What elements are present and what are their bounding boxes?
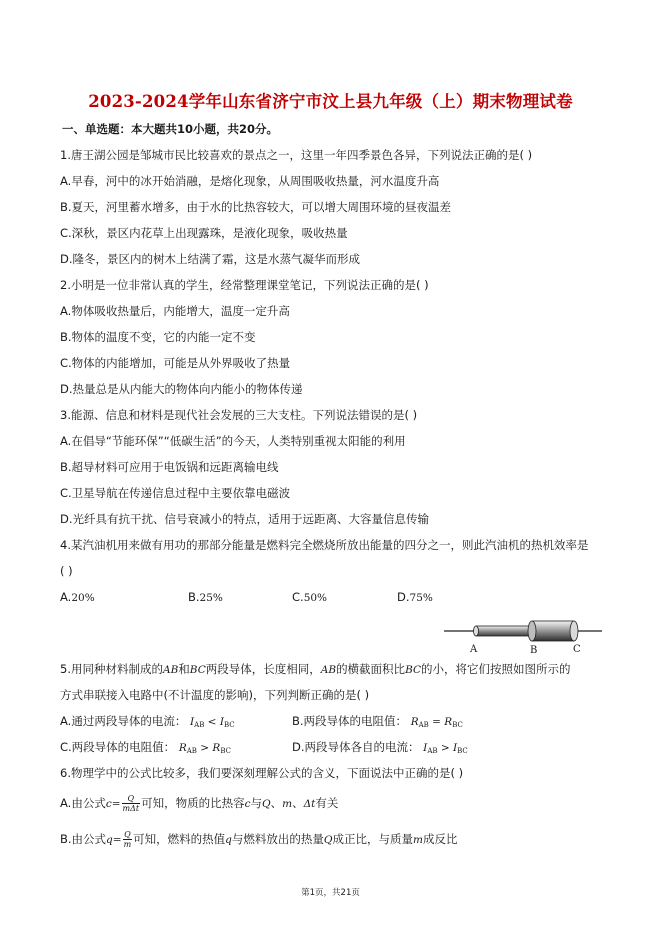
q6-a-c: c bbox=[244, 798, 251, 810]
question-4-option-c bbox=[292, 589, 327, 606]
conductor-figure bbox=[442, 615, 604, 655]
question-6-stem: 6.物理学中的公式比较多，我们要深刻理解公式的含义，下面说法中正确的是( ) bbox=[60, 766, 464, 780]
option-c-label: C. bbox=[292, 590, 304, 604]
q6-a-post2: 与 bbox=[250, 796, 262, 810]
q6-b-post: 可知，燃料的热值 bbox=[133, 832, 226, 846]
question-5-stem-cont: 方式串联接入电路中(不计温度的影响)，下列判断正确的是( ) bbox=[60, 688, 370, 702]
q5-option-b-text: B.两段导体的电阻值： bbox=[292, 714, 408, 728]
question-4-stem: 4.某汽油机用来做有用功的那部分能量是燃料完全燃烧所放出能量的四分之一，则此汽油机的热机效率是 bbox=[60, 538, 589, 552]
q5-text-1: 5.用同种材料制成的 bbox=[60, 662, 163, 676]
question-1-option-d: D.隆冬，景区内的树木上结满了霜，这是水蒸气凝华而形成 bbox=[60, 252, 361, 266]
option-d-value: 75% bbox=[409, 592, 433, 604]
q5-option-a-text: A.通过两段导体的电流： bbox=[60, 714, 187, 728]
thin-conductor-ab bbox=[476, 626, 534, 636]
end-cap-a bbox=[474, 626, 479, 636]
question-3-option-b: B.超导材料可应用于电饭锅和远距离输电线 bbox=[60, 460, 279, 474]
question-3-option-a: A.在倡导“节能环保”“低碳生活”的今天，人类特别重视太阳能的利用 bbox=[60, 434, 406, 448]
q6-b-fraction: $\frac{Q}{m}$ bbox=[123, 830, 132, 849]
question-2-option-c: C.物体的内能增加，可能是从外界吸收了热量 bbox=[60, 356, 291, 370]
question-4-option-a bbox=[60, 589, 95, 606]
q6-a-q: Q bbox=[261, 798, 271, 810]
q5-option-d-formula: $I_{AB} > I_{BC}$ bbox=[423, 742, 468, 755]
label-b: B bbox=[530, 645, 538, 655]
end-cap-c bbox=[570, 621, 578, 641]
question-5-option-a bbox=[60, 713, 235, 733]
q5-option-d-text: D.两段导体各自的电流： bbox=[292, 740, 420, 754]
q6-a-fraction: $\frac{Q}{\text{mΔt}}$ bbox=[122, 794, 140, 813]
question-2-stem: 2.小明是一位非常认真的学生，经常整理课堂笔记，下列说法正确的是( ) bbox=[60, 278, 429, 292]
question-4-option-d bbox=[397, 589, 433, 606]
option-b-value: 25% bbox=[199, 592, 223, 604]
q5-text-3: 两段导体，长度相同， bbox=[205, 662, 321, 676]
q6-a-m: m bbox=[282, 798, 293, 810]
question-6-option-b bbox=[60, 830, 457, 849]
q6-a-post: 可知，物质的比热容 bbox=[141, 796, 245, 810]
question-5-stem bbox=[60, 661, 571, 678]
option-a-value: 20% bbox=[71, 592, 95, 604]
question-5-option-b bbox=[292, 713, 463, 733]
q5-text-4: 的横截面积比 bbox=[336, 662, 406, 676]
q5-text-2: 和 bbox=[178, 662, 190, 676]
question-5-option-c bbox=[60, 739, 231, 759]
section-heading: 一、单选题：本大题共10小题，共20分。 bbox=[62, 122, 279, 136]
question-4-option-b bbox=[188, 589, 223, 606]
label-c: C bbox=[573, 644, 581, 655]
q6-a-pre: A.由公式 bbox=[60, 796, 106, 810]
option-c-value: 50% bbox=[303, 592, 328, 604]
question-2-option-a: A.物体吸收热量后，内能增大，温度一定升高 bbox=[60, 304, 290, 318]
q5-text-5: 的小，将它们按照如图所示的 bbox=[421, 662, 571, 676]
label-a: A bbox=[470, 644, 478, 655]
q6-a-post5: 有关 bbox=[315, 796, 339, 810]
q6-a-formula: c= bbox=[105, 798, 121, 810]
question-2-option-b: B.物体的温度不变，它的内能一定不变 bbox=[60, 330, 256, 344]
question-1-option-b: B.夏天，河里蓄水增多，由于水的比热容较大，可以增大周围环境的昼夜温差 bbox=[60, 200, 452, 214]
option-a-label: A. bbox=[60, 590, 72, 604]
q5-ab-2: AB bbox=[320, 664, 337, 676]
question-3-stem: 3.能源、信息和材料是现代社会发展的三大支柱。下列说法错误的是( ) bbox=[60, 408, 418, 422]
q5-ab: AB bbox=[162, 664, 179, 676]
q6-b-m: m bbox=[413, 834, 423, 846]
q6-b-q: q bbox=[225, 834, 232, 846]
q5-option-b-formula: $R_{AB} = R_{BC}$ bbox=[410, 716, 463, 729]
q6-a-post3: 、 bbox=[270, 796, 283, 810]
option-d-label: D. bbox=[397, 590, 410, 604]
question-3-option-c: C.卫星导航在传递信息过程中主要依靠电磁波 bbox=[60, 486, 291, 500]
q6-b-formula: q= bbox=[106, 834, 122, 846]
q6-b-post4: 成反比 bbox=[422, 832, 458, 846]
question-1-option-a: A.早春，河中的冰开始消融，是熔化现象，从周围吸收热量，河水温度升高 bbox=[60, 174, 440, 188]
joint-b bbox=[528, 621, 536, 641]
option-b-label: B. bbox=[188, 590, 200, 604]
question-5-option-d bbox=[292, 739, 468, 759]
q5-bc-2: BC bbox=[405, 664, 422, 676]
q6-a-dt: Δt bbox=[303, 798, 316, 810]
thick-conductor-bc bbox=[532, 621, 574, 641]
question-1-option-c: C.深秋，景区内花草上出现露珠，是液化现象，吸收热量 bbox=[60, 226, 348, 240]
q6-b-bigq: Q bbox=[323, 834, 333, 846]
q5-bc: BC bbox=[189, 664, 206, 676]
q6-a-post4: 、 bbox=[292, 796, 304, 810]
q6-b-pre: B.由公式 bbox=[60, 832, 107, 846]
q6-b-post2: 与燃料放出的热量 bbox=[231, 832, 324, 846]
exam-title: 2023-2024学年山东省济宁市汶上县九年级（上）期末物理试卷 bbox=[88, 92, 573, 111]
question-2-option-d: D.热量总是从内能大的物体向内能小的物体传递 bbox=[60, 382, 303, 396]
question-3-option-d: D.光纤具有抗干扰、信号衰减小的特点，适用于远距离、大容量信息传输 bbox=[60, 512, 430, 526]
question-4-stem-cont: ( ) bbox=[60, 564, 73, 578]
page-footer: 第1页，共21页 bbox=[301, 888, 360, 898]
q5-option-c-text: C.两段导体的电阻值： bbox=[60, 740, 176, 754]
question-6-option-a bbox=[60, 794, 338, 813]
q5-option-c-formula: $R_{AB} > R_{BC}$ bbox=[178, 742, 231, 755]
question-1-stem: 1.唐王湖公园是邹城市民比较喜欢的景点之一，这里一年四季景色各异，下列说法正确的是( ) bbox=[60, 148, 533, 162]
q6-b-post3: 成正比，与质量 bbox=[332, 832, 414, 846]
q5-option-a-formula: $I_{AB} < I_{BC}$ bbox=[189, 716, 235, 729]
